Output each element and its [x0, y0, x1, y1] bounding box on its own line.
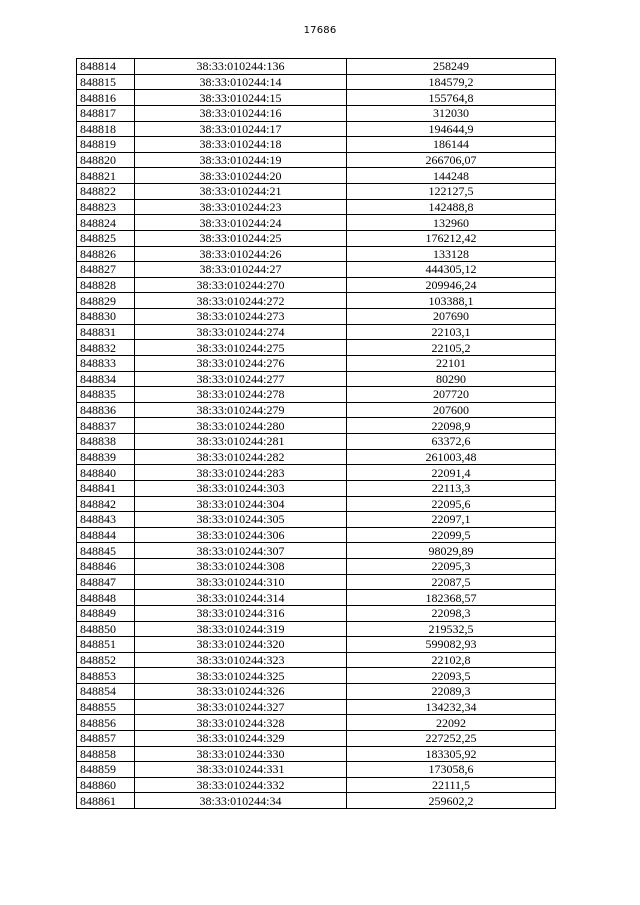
row-number-cell: 848818 — [77, 121, 135, 137]
table-row — [77, 543, 556, 559]
value-cell: 184579,2 — [347, 74, 556, 90]
cadastral-number-cell: 38:33:010244:331 — [135, 762, 347, 778]
table-row — [77, 418, 556, 434]
value-cell: 22102,8 — [347, 652, 556, 668]
cadastral-number-cell: 38:33:010244:14 — [135, 74, 347, 90]
cadastral-number-cell: 38:33:010244:332 — [135, 777, 347, 793]
value-cell: 22099,5 — [347, 527, 556, 543]
table-row — [77, 74, 556, 90]
table-row — [77, 512, 556, 528]
table-body — [77, 59, 556, 809]
cadastral-number-cell: 38:33:010244:19 — [135, 152, 347, 168]
value-cell: 599082,93 — [347, 637, 556, 653]
row-number-cell: 848826 — [77, 246, 135, 262]
value-cell: 80290 — [347, 371, 556, 387]
table-row — [77, 121, 556, 137]
row-number-cell: 848860 — [77, 777, 135, 793]
row-number-cell: 848848 — [77, 590, 135, 606]
value-cell: 22105,2 — [347, 340, 556, 356]
row-number-cell: 848814 — [77, 59, 135, 75]
cadastral-number-cell: 38:33:010244:24 — [135, 215, 347, 231]
cadastral-number-cell: 38:33:010244:279 — [135, 402, 347, 418]
value-cell: 219532,5 — [347, 621, 556, 637]
cadastral-number-cell: 38:33:010244:275 — [135, 340, 347, 356]
value-cell: 227252,25 — [347, 730, 556, 746]
table-row — [77, 324, 556, 340]
row-number-cell: 848852 — [77, 652, 135, 668]
cadastral-number-cell: 38:33:010244:274 — [135, 324, 347, 340]
cadastral-number-cell: 38:33:010244:21 — [135, 184, 347, 200]
value-cell: 22089,3 — [347, 684, 556, 700]
value-cell: 209946,24 — [347, 277, 556, 293]
row-number-cell: 848853 — [77, 668, 135, 684]
cadastral-number-cell: 38:33:010244:281 — [135, 434, 347, 450]
row-number-cell: 848844 — [77, 527, 135, 543]
table-row — [77, 355, 556, 371]
cadastral-number-cell: 38:33:010244:320 — [135, 637, 347, 653]
cadastral-number-cell: 38:33:010244:328 — [135, 715, 347, 731]
cadastral-number-cell: 38:33:010244:319 — [135, 621, 347, 637]
cadastral-number-cell: 38:33:010244:280 — [135, 418, 347, 434]
row-number-cell: 848857 — [77, 730, 135, 746]
table-row — [77, 605, 556, 621]
row-number-cell: 848832 — [77, 340, 135, 356]
cadastral-number-cell: 38:33:010244:276 — [135, 355, 347, 371]
value-cell: 186144 — [347, 137, 556, 153]
row-number-cell: 848835 — [77, 387, 135, 403]
cadastral-number-cell: 38:33:010244:15 — [135, 90, 347, 106]
value-cell: 207720 — [347, 387, 556, 403]
table-row — [77, 668, 556, 684]
table-row — [77, 184, 556, 200]
row-number-cell: 848839 — [77, 449, 135, 465]
row-number-cell: 848854 — [77, 684, 135, 700]
cadastral-number-cell: 38:33:010244:282 — [135, 449, 347, 465]
row-number-cell: 848850 — [77, 621, 135, 637]
cadastral-number-cell: 38:33:010244:304 — [135, 496, 347, 512]
table-row — [77, 59, 556, 75]
row-number-cell: 848829 — [77, 293, 135, 309]
row-number-cell: 848840 — [77, 465, 135, 481]
table-row — [77, 105, 556, 121]
cadastral-number-cell: 38:33:010244:306 — [135, 527, 347, 543]
table-row — [77, 496, 556, 512]
cadastral-number-cell: 38:33:010244:16 — [135, 105, 347, 121]
value-cell: 22113,3 — [347, 480, 556, 496]
value-cell: 176212,42 — [347, 230, 556, 246]
row-number-cell: 848816 — [77, 90, 135, 106]
cadastral-number-cell: 38:33:010244:316 — [135, 605, 347, 621]
table-row — [77, 277, 556, 293]
row-number-cell: 848827 — [77, 262, 135, 278]
value-cell: 133128 — [347, 246, 556, 262]
table-row — [77, 590, 556, 606]
cadastral-number-cell: 38:33:010244:272 — [135, 293, 347, 309]
cadastral-number-cell: 38:33:010244:314 — [135, 590, 347, 606]
table-row — [77, 137, 556, 153]
cadastral-number-cell: 38:33:010244:34 — [135, 793, 347, 809]
row-number-cell: 848833 — [77, 355, 135, 371]
cadastral-number-cell: 38:33:010244:307 — [135, 543, 347, 559]
table-row — [77, 746, 556, 762]
value-cell: 182368,57 — [347, 590, 556, 606]
value-cell: 207690 — [347, 309, 556, 325]
value-cell: 22087,5 — [347, 574, 556, 590]
cadastral-number-cell: 38:33:010244:26 — [135, 246, 347, 262]
value-cell: 122127,5 — [347, 184, 556, 200]
table-row — [77, 402, 556, 418]
row-number-cell: 848838 — [77, 434, 135, 450]
table-row — [77, 215, 556, 231]
cadastral-number-cell: 38:33:010244:25 — [135, 230, 347, 246]
row-number-cell: 848830 — [77, 309, 135, 325]
cadastral-number-cell: 38:33:010244:18 — [135, 137, 347, 153]
value-cell: 183305,92 — [347, 746, 556, 762]
value-cell: 258249 — [347, 59, 556, 75]
row-number-cell: 848821 — [77, 168, 135, 184]
value-cell: 22103,1 — [347, 324, 556, 340]
cadastral-number-cell: 38:33:010244:327 — [135, 699, 347, 715]
value-cell: 266706,07 — [347, 152, 556, 168]
table-row — [77, 449, 556, 465]
row-number-cell: 848836 — [77, 402, 135, 418]
row-number-cell: 848847 — [77, 574, 135, 590]
row-number-cell: 848859 — [77, 762, 135, 778]
cadastral-number-cell: 38:33:010244:329 — [135, 730, 347, 746]
row-number-cell: 848849 — [77, 605, 135, 621]
table-row — [77, 699, 556, 715]
cadastral-number-cell: 38:33:010244:303 — [135, 480, 347, 496]
row-number-cell: 848837 — [77, 418, 135, 434]
cadastral-number-cell: 38:33:010244:136 — [135, 59, 347, 75]
value-cell: 194644,9 — [347, 121, 556, 137]
row-number-cell: 848820 — [77, 152, 135, 168]
table-row — [77, 480, 556, 496]
row-number-cell: 848819 — [77, 137, 135, 153]
table-row — [77, 574, 556, 590]
cadastral-number-cell: 38:33:010244:23 — [135, 199, 347, 215]
value-cell: 22095,3 — [347, 559, 556, 575]
cadastral-number-cell: 38:33:010244:310 — [135, 574, 347, 590]
cadastral-number-cell: 38:33:010244:278 — [135, 387, 347, 403]
row-number-cell: 848846 — [77, 559, 135, 575]
row-number-cell: 848855 — [77, 699, 135, 715]
table-row — [77, 793, 556, 809]
row-number-cell: 848842 — [77, 496, 135, 512]
table-row — [77, 730, 556, 746]
cadastral-number-cell: 38:33:010244:326 — [135, 684, 347, 700]
value-cell: 103388,1 — [347, 293, 556, 309]
value-cell: 259602,2 — [347, 793, 556, 809]
row-number-cell: 848817 — [77, 105, 135, 121]
table-row — [77, 387, 556, 403]
value-cell: 22111,5 — [347, 777, 556, 793]
row-number-cell: 848851 — [77, 637, 135, 653]
row-number-cell: 848824 — [77, 215, 135, 231]
table-row — [77, 262, 556, 278]
value-cell: 22091,4 — [347, 465, 556, 481]
value-cell: 132960 — [347, 215, 556, 231]
table-row — [77, 246, 556, 262]
row-number-cell: 848843 — [77, 512, 135, 528]
table-row — [77, 621, 556, 637]
cadastral-number-cell: 38:33:010244:20 — [135, 168, 347, 184]
value-cell: 22097,1 — [347, 512, 556, 528]
value-cell: 134232,34 — [347, 699, 556, 715]
table-row — [77, 652, 556, 668]
cadastral-number-cell: 38:33:010244:270 — [135, 277, 347, 293]
table-row — [77, 293, 556, 309]
value-cell: 22095,6 — [347, 496, 556, 512]
row-number-cell: 848856 — [77, 715, 135, 731]
table-row — [77, 715, 556, 731]
table-row — [77, 465, 556, 481]
table-row — [77, 684, 556, 700]
table-row — [77, 559, 556, 575]
row-number-cell: 848861 — [77, 793, 135, 809]
value-cell: 207600 — [347, 402, 556, 418]
row-number-cell: 848823 — [77, 199, 135, 215]
value-cell: 444305,12 — [347, 262, 556, 278]
cadastral-number-cell: 38:33:010244:305 — [135, 512, 347, 528]
value-cell: 22093,5 — [347, 668, 556, 684]
table-row — [77, 434, 556, 450]
cadastral-number-cell: 38:33:010244:273 — [135, 309, 347, 325]
table-row — [77, 637, 556, 653]
row-number-cell: 848828 — [77, 277, 135, 293]
row-number-cell: 848822 — [77, 184, 135, 200]
value-cell: 22098,3 — [347, 605, 556, 621]
value-cell: 142488,8 — [347, 199, 556, 215]
cadastral-number-cell: 38:33:010244:27 — [135, 262, 347, 278]
row-number-cell: 848831 — [77, 324, 135, 340]
value-cell: 261003,48 — [347, 449, 556, 465]
cadastral-number-cell: 38:33:010244:330 — [135, 746, 347, 762]
table-row — [77, 309, 556, 325]
row-number-cell: 848845 — [77, 543, 135, 559]
value-cell: 312030 — [347, 105, 556, 121]
table-row — [77, 90, 556, 106]
cadastral-number-cell: 38:33:010244:277 — [135, 371, 347, 387]
value-cell: 155764,8 — [347, 90, 556, 106]
row-number-cell: 848825 — [77, 230, 135, 246]
cadastral-number-cell: 38:33:010244:283 — [135, 465, 347, 481]
value-cell: 22101 — [347, 355, 556, 371]
table-row — [77, 152, 556, 168]
table-row — [77, 762, 556, 778]
data-table — [76, 58, 556, 809]
table-row — [77, 527, 556, 543]
value-cell: 63372,6 — [347, 434, 556, 450]
row-number-cell: 848858 — [77, 746, 135, 762]
value-cell: 98029,89 — [347, 543, 556, 559]
row-number-cell: 848841 — [77, 480, 135, 496]
table-row — [77, 199, 556, 215]
table-row — [77, 777, 556, 793]
row-number-cell: 848834 — [77, 371, 135, 387]
cadastral-number-cell: 38:33:010244:325 — [135, 668, 347, 684]
table-row — [77, 340, 556, 356]
value-cell: 144248 — [347, 168, 556, 184]
value-cell: 173058,6 — [347, 762, 556, 778]
table-row — [77, 230, 556, 246]
page-number: 17686 — [303, 25, 337, 36]
table-row — [77, 371, 556, 387]
cadastral-number-cell: 38:33:010244:17 — [135, 121, 347, 137]
value-cell: 22092 — [347, 715, 556, 731]
cadastral-number-cell: 38:33:010244:308 — [135, 559, 347, 575]
value-cell: 22098,9 — [347, 418, 556, 434]
cadastral-number-cell: 38:33:010244:323 — [135, 652, 347, 668]
row-number-cell: 848815 — [77, 74, 135, 90]
table-row — [77, 168, 556, 184]
